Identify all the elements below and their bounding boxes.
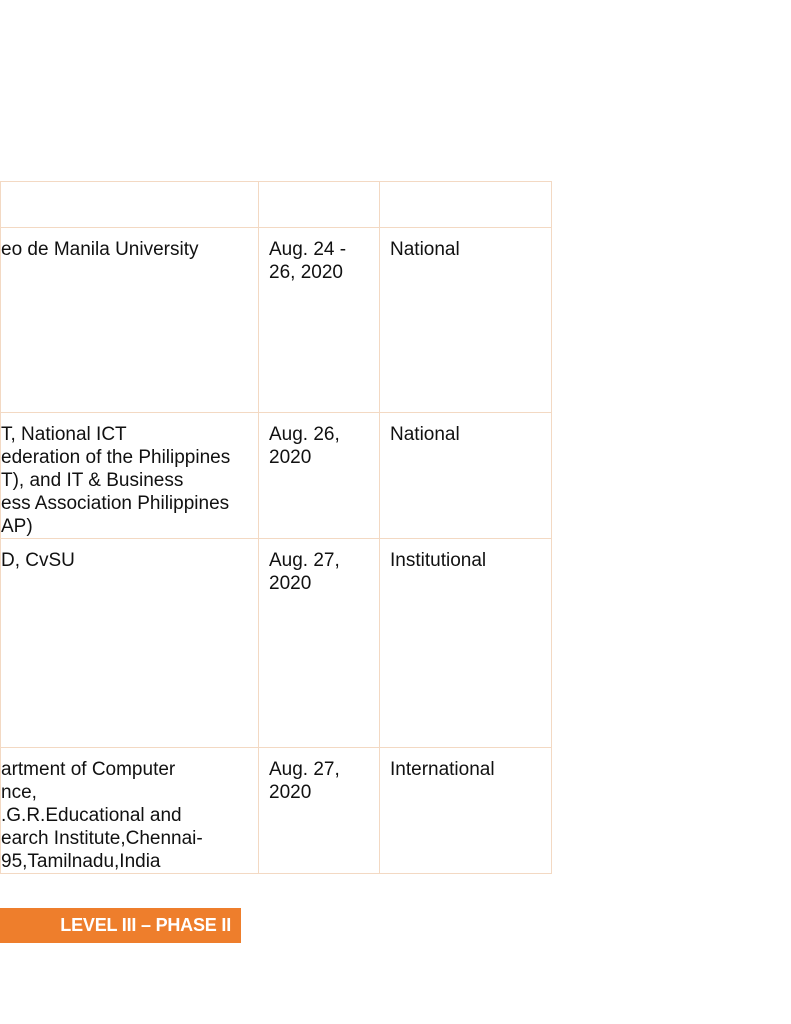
level-text: National [390,239,460,260]
date-line: Aug. 27, [269,550,340,571]
organizer-line: ess Association Philippines [1,493,230,514]
organizer-line: artment of Computer [1,759,176,780]
organizer-line: 95,Tamilnadu,India [1,851,161,872]
date-line: Aug. 27, [269,759,340,780]
level-cell [380,413,552,539]
level-text: National [390,424,460,445]
level-cell [380,748,552,874]
organizer-line: ederation of the Philippines [1,447,231,468]
organizer-line: D, CvSU [1,550,75,571]
organizer-line: earch Institute,Chennai- [1,828,203,849]
table-row [1,539,552,748]
organizer-cell [1,413,259,539]
organizer-line: nce, [1,782,37,803]
level-text: Institutional [390,550,487,571]
organizer-cell [1,748,259,874]
date-cell [259,228,380,413]
header-cell-date [259,182,380,228]
organizer-line: eo de Manila University [1,239,199,260]
footer-level-label: LEVEL III – PHASE II [60,915,231,935]
footer-level-banner [0,908,241,943]
organizer-cell [1,228,259,413]
level-cell [380,539,552,748]
training-table [0,181,552,874]
level-text: International [390,759,495,780]
organizer-cell [1,539,259,748]
table-row [1,413,552,539]
date-cell [259,539,380,748]
table-row [1,228,552,413]
date-line: Aug. 26, [269,424,340,445]
date-line: Aug. 24 - [269,239,347,260]
table-header-row [1,182,552,228]
organizer-line: T), and IT & Business [1,470,184,491]
header-cell-organizer [1,182,259,228]
date-cell [259,413,380,539]
date-cell [259,748,380,874]
organizer-line: T, National ICT [1,424,127,445]
level-cell [380,228,552,413]
header-cell-level [380,182,552,228]
date-line: 2020 [269,447,312,468]
table-row [1,748,552,874]
organizer-line: AP) [1,516,33,537]
date-line: 26, 2020 [269,262,343,283]
date-line: 2020 [269,573,312,594]
organizer-line: .G.R.Educational and [1,805,182,826]
date-line: 2020 [269,782,312,803]
